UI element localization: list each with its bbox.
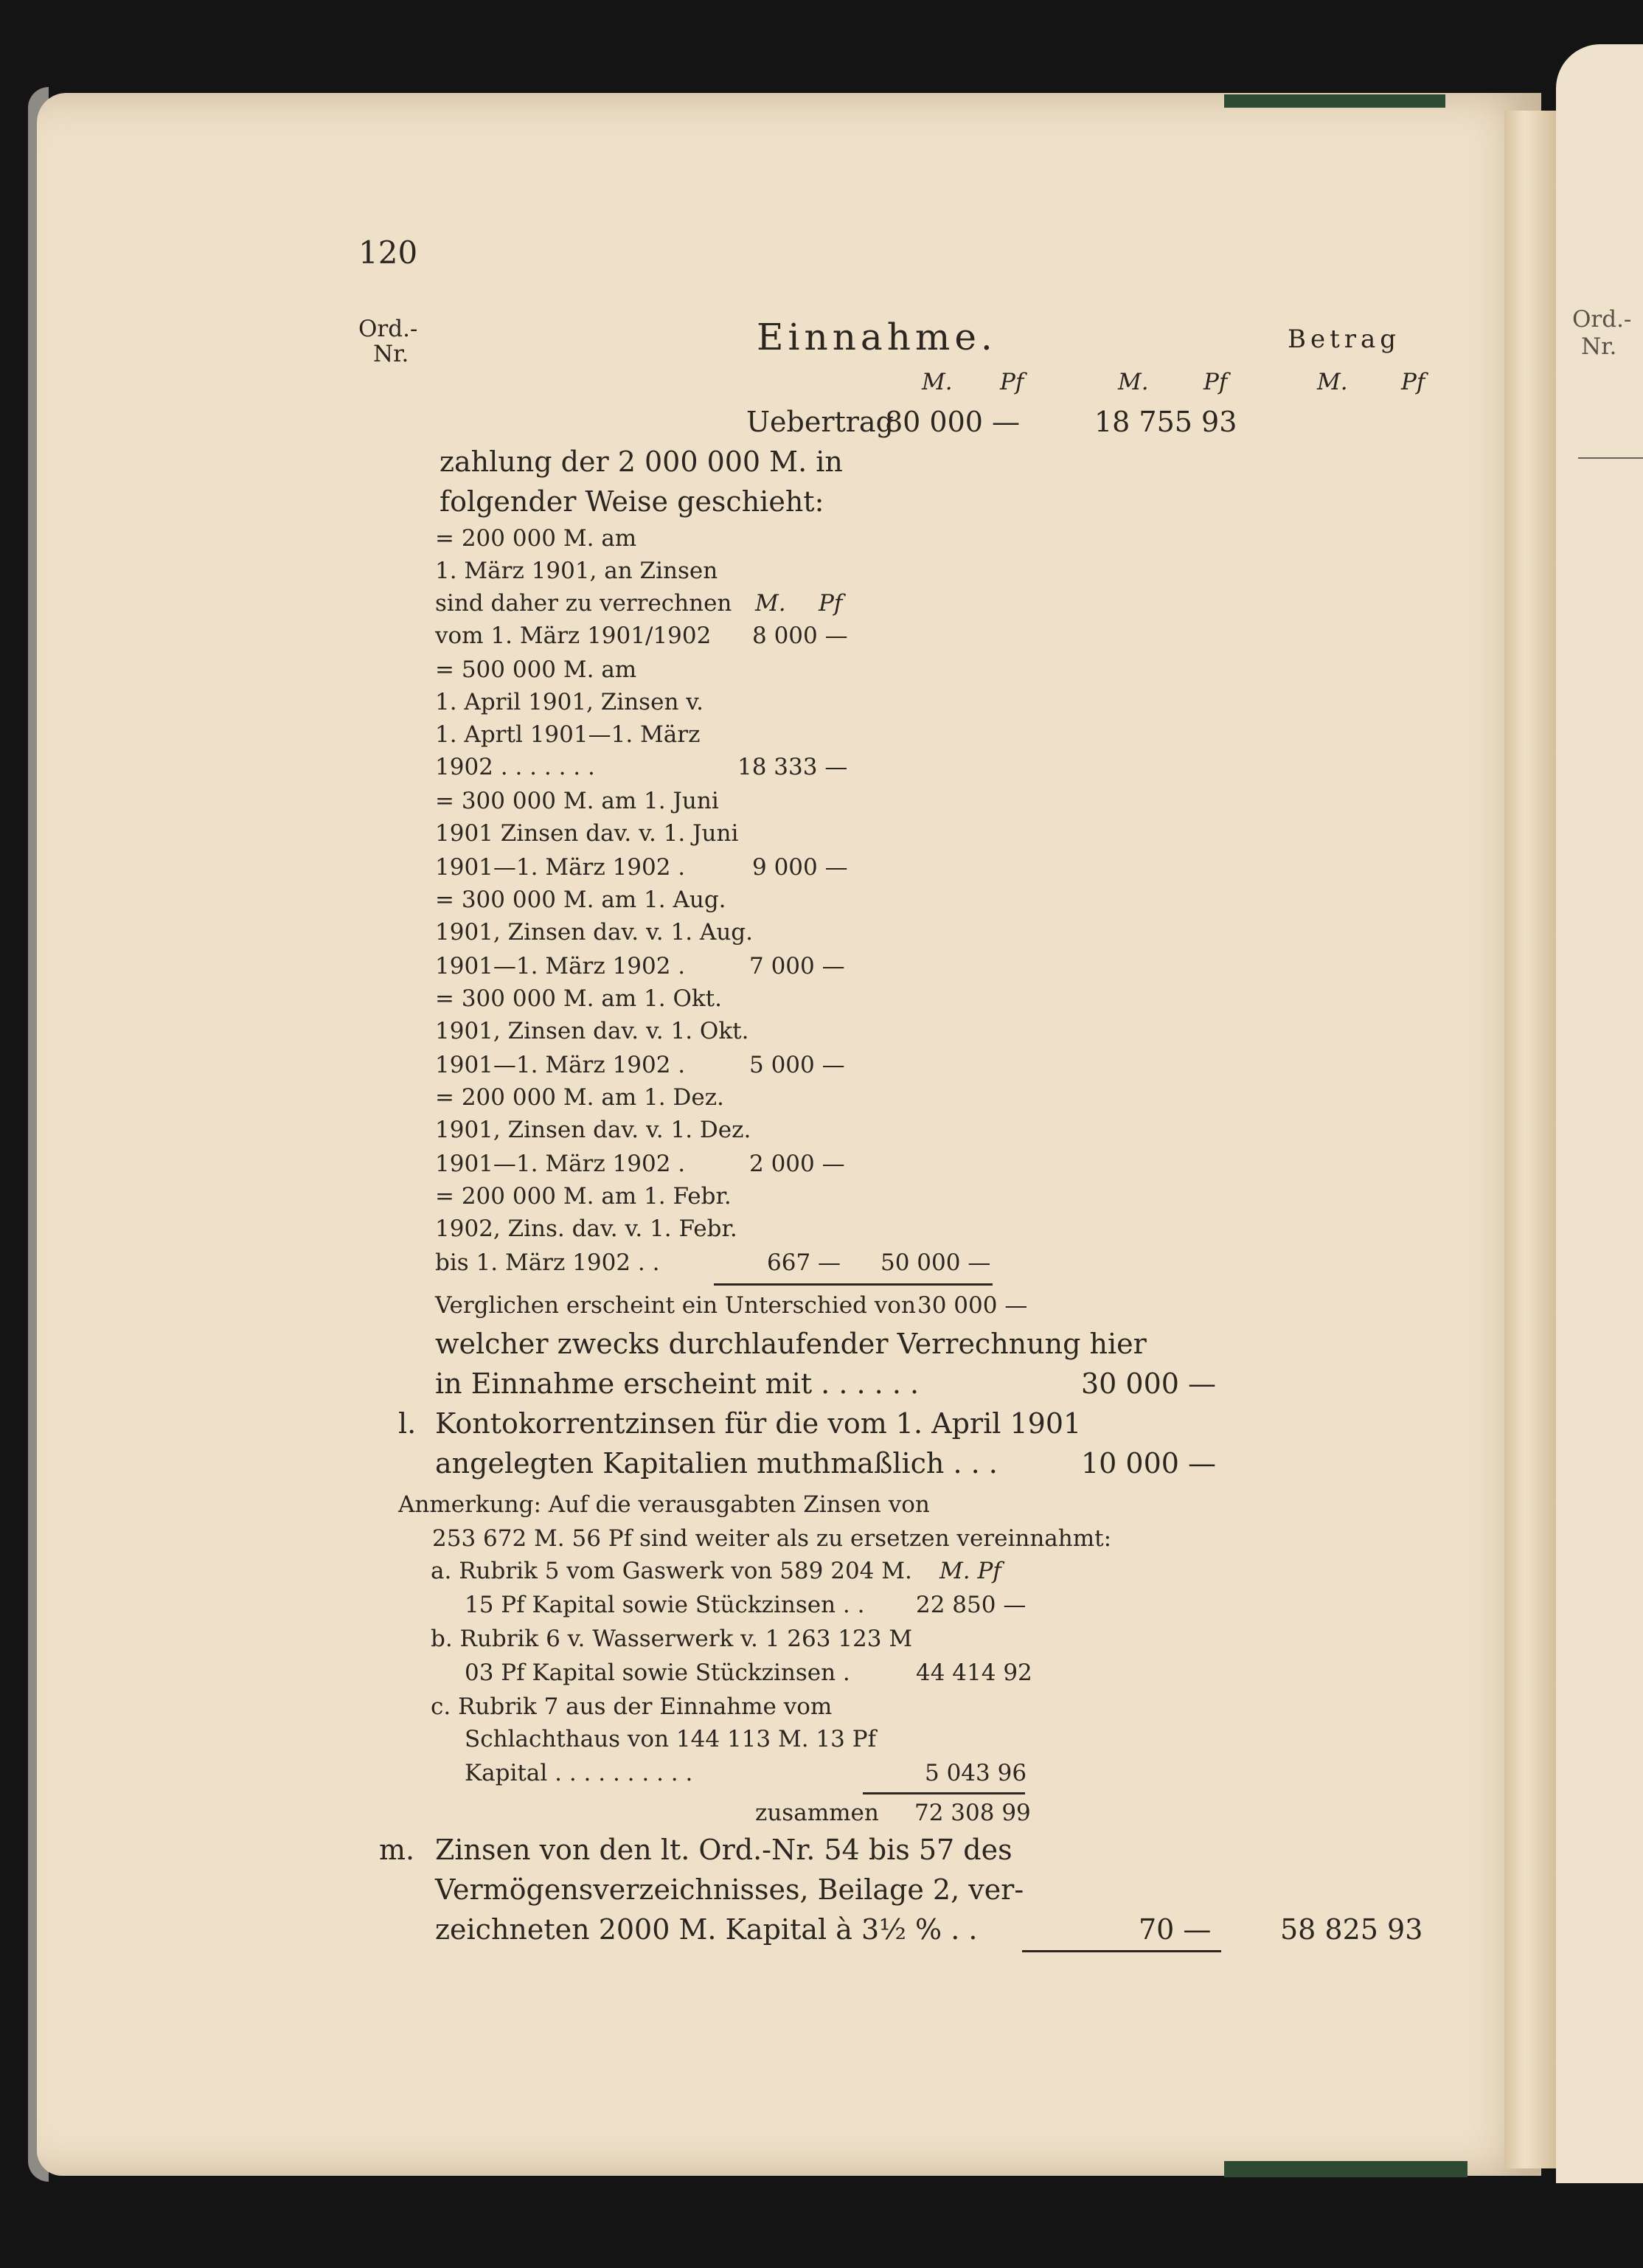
anm-a-amount: 22 850 —: [916, 1592, 1027, 1618]
item-3-line-2: 1901 Zinsen dav. v. 1. Juni: [435, 820, 739, 847]
anm-a-line-1: a. Rubrik 5 vom Gaswerk von 589 204 M.: [431, 1558, 912, 1584]
item-4-line-2: 1901, Zinsen dav. v. 1. Aug.: [435, 919, 753, 946]
item-6-amount: 2 000 —: [749, 1151, 845, 1177]
next-page-nr: Nr.: [1581, 333, 1617, 360]
anm-c-line-3: Kapital . . . . . . . . . .: [465, 1760, 693, 1786]
anm-c-line-2: Schlachthaus von 144 113 M. 13 Pf: [465, 1726, 877, 1752]
next-page-ordnr: Ord.-: [1572, 306, 1632, 333]
items-rule-2: [833, 1283, 993, 1286]
col-ordnr-label: Ord.-: [358, 316, 418, 342]
cover-edge-top: [1224, 94, 1445, 108]
item-5-amount: 5 000 —: [749, 1052, 845, 1078]
item-3-line-1: = 300 000 M. am 1. Juni: [435, 788, 719, 814]
anm-rule: [863, 1792, 1025, 1794]
col2-mark: M.: [1118, 369, 1149, 395]
anm-b-line-1: b. Rubrik 6 v. Wasserwerk v. 1 263 123 M: [431, 1626, 913, 1652]
item-3-line-3: 1901—1. März 1902 .: [435, 854, 686, 881]
entry-m-label: m.: [379, 1834, 415, 1866]
sub-mark: M.: [755, 590, 786, 617]
final-rule: [1022, 1950, 1221, 1952]
anm-currency-head: M. Pf: [939, 1558, 1001, 1584]
item-7-line-2: 1902, Zins. dav. v. 1. Febr.: [435, 1216, 737, 1242]
betrag-header: Betrag: [1288, 325, 1401, 354]
vergleich-text: Verglichen erscheint ein Unterschied von: [435, 1292, 916, 1319]
anm-c-line-1: c. Rubrik 7 aus der Einnahme vom: [431, 1693, 833, 1720]
entry-l-label: l.: [398, 1407, 417, 1440]
col2-pf: Pf: [1203, 369, 1228, 395]
cover-edge-bottom: [1224, 2161, 1467, 2177]
item-5-line-2: 1901, Zinsen dav. v. 1. Okt.: [435, 1018, 749, 1044]
item-6-line-3: 1901—1. März 1902 .: [435, 1151, 686, 1177]
items-rule-1: [714, 1283, 851, 1286]
item-4-line-1: = 300 000 M. am 1. Aug.: [435, 887, 726, 913]
item-2-line-4: 1902 . . . . . . .: [435, 754, 595, 780]
item-5-line-3: 1901—1. März 1902 .: [435, 1052, 686, 1078]
col1-mark: M.: [922, 369, 953, 395]
vergleich-amount: 30 000 —: [917, 1292, 1028, 1319]
col3-pf: Pf: [1401, 369, 1425, 395]
grand-total: 58 825 93: [1280, 1913, 1423, 1946]
item-2-amount: 18 333 —: [737, 754, 848, 780]
item-1-line-4: vom 1. März 1901/1902: [435, 623, 712, 649]
entry-m-line-2: Vermögensverzeichnisses, Beilage 2, ver-: [435, 1873, 1024, 1906]
anmerkung-line-1: Anmerkung: Auf die verausgabten Zinsen von: [398, 1491, 930, 1518]
anm-c-amount: 5 043 96: [925, 1760, 1027, 1786]
uebertrag-value-1: 80 000 —: [885, 406, 1021, 438]
item-7-amount: 667 —: [767, 1249, 841, 1276]
item-1-line-3: sind daher zu verrechnen: [435, 590, 732, 617]
anmerkung-line-2: 253 672 M. 56 Pf sind weiter als zu ersetzen vereinnahmt:: [432, 1525, 1112, 1552]
item-6-line-2: 1901, Zinsen dav. v. 1. Dez.: [435, 1117, 751, 1143]
page-gutter: [1504, 111, 1556, 2168]
welcher-line-2: in Einnahme erscheint mit . . . . . .: [435, 1367, 920, 1400]
welcher-line-1: welcher zwecks durchlaufender Verrechnung hier: [435, 1328, 1147, 1360]
item-1-amount: 8 000 —: [752, 623, 848, 649]
entry-l-amount: 10 000 —: [1081, 1447, 1217, 1480]
items-total: 50 000 —: [880, 1249, 991, 1276]
zusammen-amount: 72 308 99: [914, 1800, 1031, 1826]
item-4-amount: 7 000 —: [749, 953, 845, 979]
entry-m-line-3: zeichneten 2000 M. Kapital à 3½ % . .: [435, 1913, 978, 1946]
item-7-line-3: bis 1. März 1902 . .: [435, 1249, 660, 1276]
item-5-line-1: = 300 000 M. am 1. Okt.: [435, 985, 722, 1012]
item-2-line-2: 1. April 1901, Zinsen v.: [435, 689, 704, 715]
page-title: Einnahme.: [757, 316, 997, 358]
sub-pf: Pf: [819, 590, 843, 617]
item-7-line-1: = 200 000 M. am 1. Febr.: [435, 1183, 732, 1210]
item-1-line-2: 1. März 1901, an Zinsen: [435, 558, 718, 584]
anm-a-line-2: 15 Pf Kapital sowie Stückzinsen . .: [465, 1592, 865, 1618]
col1-pf: Pf: [1000, 369, 1024, 395]
item-6-line-1: = 200 000 M. am 1. Dez.: [435, 1084, 724, 1111]
entry-m-line-1: Zinsen von den lt. Ord.-Nr. 54 bis 57 des: [435, 1834, 1012, 1866]
item-2-line-3: 1. Aprtl 1901—1. März: [435, 721, 701, 748]
entry-m-amount: 70 —: [1139, 1913, 1212, 1946]
item-3-amount: 9 000 —: [752, 854, 848, 881]
item-1-line-1: = 200 000 M. am: [435, 525, 637, 552]
intro-line-1: zahlung der 2 000 000 M. in: [440, 445, 843, 478]
next-page-edge: [1556, 44, 1643, 2183]
zusammen-label: zusammen: [755, 1800, 879, 1826]
page-number: 120: [358, 235, 418, 271]
item-2-line-1: = 500 000 M. am: [435, 656, 637, 683]
entry-l-line-2: angelegten Kapitalien muthmaßlich . . .: [435, 1447, 998, 1480]
anm-b-line-2: 03 Pf Kapital sowie Stückzinsen .: [465, 1660, 850, 1686]
welcher-amount: 30 000 —: [1081, 1367, 1217, 1400]
col3-mark: M.: [1317, 369, 1348, 395]
col-nr-label: Nr.: [373, 341, 409, 367]
intro-line-2: folgender Weise geschieht:: [440, 485, 824, 518]
entry-l-line-1: Kontokorrentzinsen für die vom 1. April 1901: [435, 1407, 1082, 1440]
uebertrag-label: Uebertrag: [746, 406, 894, 438]
anm-b-amount: 44 414 92: [916, 1660, 1032, 1686]
uebertrag-value-2: 18 755 93: [1094, 406, 1237, 438]
item-4-line-3: 1901—1. März 1902 .: [435, 953, 686, 979]
